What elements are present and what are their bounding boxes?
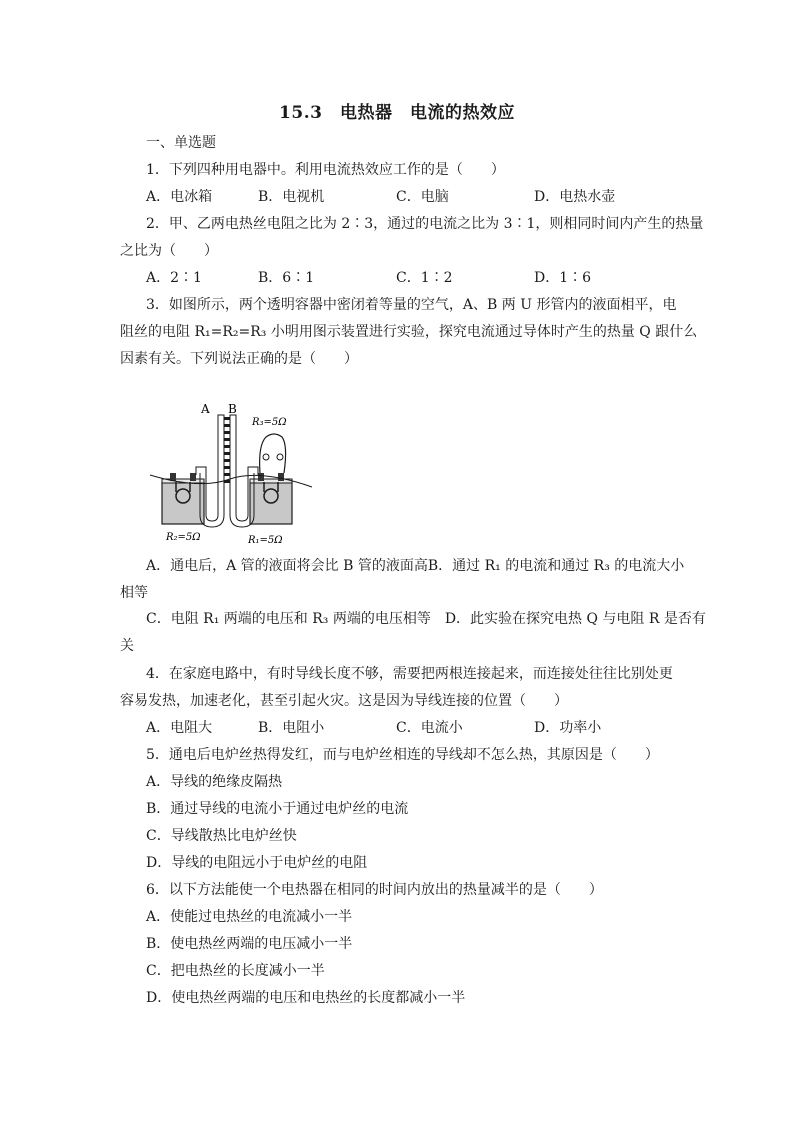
question-4-stem-line-1: 4．在家庭电路中，有时导线长度不够，需要把两根连接起来，而连接处往往比别处更 xyxy=(146,666,673,682)
u-tube-a xyxy=(196,415,224,527)
label-r1: R₁=5Ω xyxy=(248,535,283,546)
question-3-option-line-4: 关 xyxy=(120,638,134,654)
question-4-option-c: C．电流小 xyxy=(396,720,463,736)
u-tube-b xyxy=(230,415,258,527)
question-4-stem-line-2: 容易发热，加速老化，甚至引起火灾。这是因为导线连接的位置（ ） xyxy=(120,693,568,709)
label-r2: R₂=5Ω xyxy=(166,532,201,543)
question-5-option-a: A．导线的绝缘皮隔热 xyxy=(146,774,283,790)
question-6-option-c: C．把电热丝的长度减小一半 xyxy=(146,963,325,979)
question-4-option-a: A．电阻大 xyxy=(146,720,213,736)
question-6-stem: 6．以下方法能使一个电热器在相同的时间内放出的热量减半的是（ ） xyxy=(146,882,603,898)
question-3-stem-line-3: 因素有关。下列说法正确的是（ ） xyxy=(120,351,358,367)
label-tube-b: B xyxy=(228,402,237,416)
resistor-r3-loop xyxy=(260,434,286,473)
question-6-option-a: A．使能过电热丝的电流减小一半 xyxy=(146,909,353,925)
question-2-option-d: D．1∶6 xyxy=(534,270,592,286)
question-2-option-b: B．6∶1 xyxy=(258,270,315,286)
label-r3: R₃=5Ω xyxy=(252,417,287,428)
scale-ticks xyxy=(224,417,230,483)
question-5-option-d: D．导线的电阻远小于电炉丝的电阻 xyxy=(146,855,368,871)
question-3-option-line-3: C．电阻 R₁ 两端的电压和 R₃ 两端的电压相等 D．此实验在探究电热 Q 与电阻 R 是否有 xyxy=(146,611,706,627)
question-3-stem-line-2: 阻丝的电阻 R₁=R₂=R₃ 小明用图示装置进行实验，探究电流通过导体时产生的热量 Q 跟什么 xyxy=(120,324,698,340)
question-2-option-c: C．1∶2 xyxy=(396,270,453,286)
question-1-option-a: A．电冰箱 xyxy=(146,189,213,205)
question-2-stem-line-1: 2．甲、乙两电热丝电阻之比为 2∶3，通过的电流之比为 3∶1，则相同时间内产生的热量 xyxy=(146,216,704,232)
question-1-option-b: B．电视机 xyxy=(258,189,325,205)
page-title: 15.3 电热器 电流的热效应 xyxy=(279,103,515,123)
experiment-figure xyxy=(140,395,330,550)
question-3-stem-line-1: 3．如图所示，两个透明容器中密闭着等量的空气，A、B 两 U 形管内的液面相平，电 xyxy=(146,297,677,313)
question-6-option-b: B．使电热丝两端的电压减小一半 xyxy=(146,936,353,952)
question-4-option-b: B．电阻小 xyxy=(258,720,325,736)
question-5-stem: 5．通电后电炉丝热得发红，而与电炉丝相连的导线却不怎么热，其原因是（ ） xyxy=(146,747,659,763)
question-1-stem: 1．下列四种用电器中。利用电流热效应工作的是（ ） xyxy=(146,162,505,178)
question-5-option-b: B．通过导线的电流小于通过电炉丝的电流 xyxy=(146,801,409,817)
question-1-option-d: D．电热水壶 xyxy=(534,189,616,205)
question-3-option-line-2: 相等 xyxy=(120,585,148,601)
question-5-option-c: C．导线散热比电炉丝快 xyxy=(146,828,297,844)
question-1-option-c: C．电脑 xyxy=(396,189,449,205)
section-heading: 一、单选题 xyxy=(146,135,216,151)
question-2-stem-line-2: 之比为（ ） xyxy=(120,243,218,259)
question-4-option-d: D．功率小 xyxy=(534,720,602,736)
question-3-option-line-1: A．通电后，A 管的液面将会比 B 管的液面高B．通过 R₁ 的电流和通过 R₃ 的电流大小 xyxy=(146,558,685,574)
question-2-option-a: A．2∶1 xyxy=(146,270,202,286)
label-tube-a: A xyxy=(201,402,210,416)
question-6-option-d: D．使电热丝两端的电压和电热丝的长度都减小一半 xyxy=(146,990,466,1006)
